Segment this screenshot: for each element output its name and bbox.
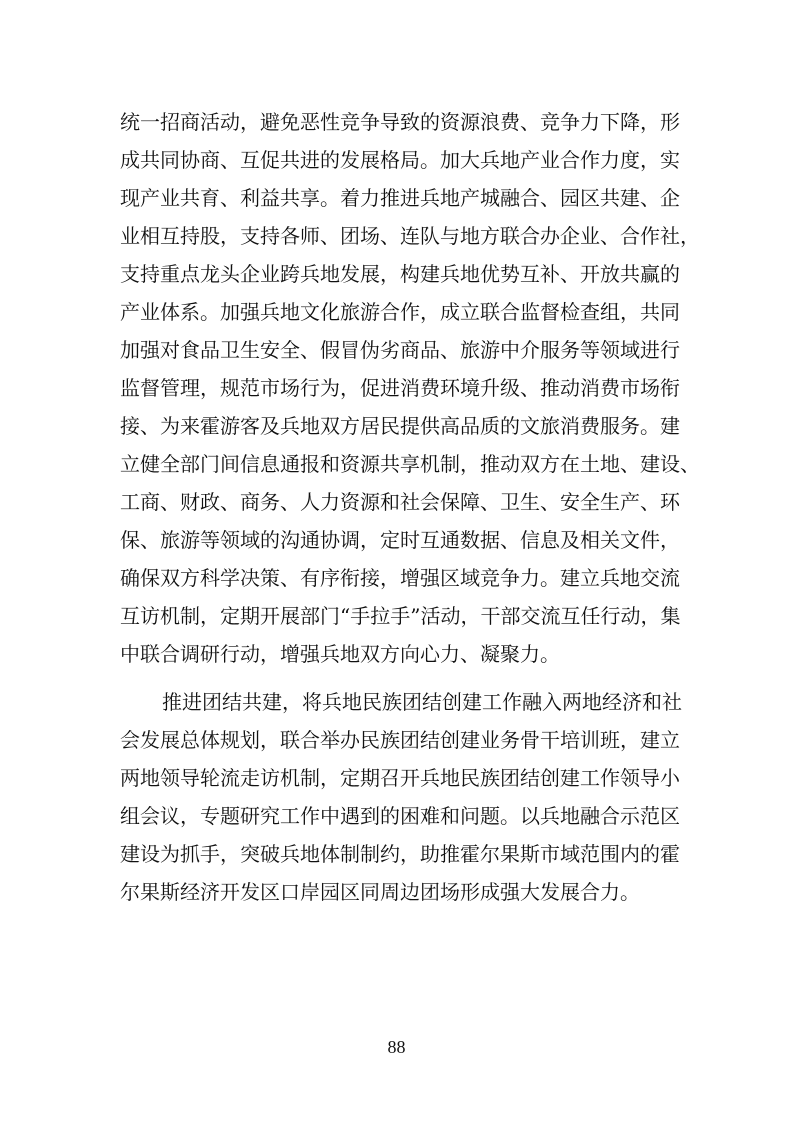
text-line: 产业体系。加强兵地文化旅游合作，成立联合监督检查组，共同 <box>120 300 680 324</box>
text-line: 推进团结共建，将兵地民族团结创建工作融入两地经济和社 <box>162 690 682 714</box>
text-line: 中联合调研行动，增强兵地双方向心力、凝聚力。 <box>120 642 560 666</box>
text-line: 支持重点龙头企业跨兵地发展，构建兵地优势互补、开放共赢的 <box>120 262 680 286</box>
page-number: 88 <box>387 1037 406 1057</box>
text-line: 保、旅游等领域的沟通协调，定时互通数据、信息及相关文件， <box>120 528 680 552</box>
text-line: 立健全部门间信息通报和资源共享机制，推动双方在土地、建设、 <box>120 452 700 476</box>
text-line: 工商、财政、商务、人力资源和社会保障、卫生、安全生产、环 <box>120 490 680 514</box>
text-line: 会发展总体规划，联合举办民族团结创建业务骨干培训班，建立 <box>120 728 680 752</box>
text-line: 现产业共育、利益共享。着力推进兵地产城融合、园区共建、企 <box>120 186 680 210</box>
text-line: 互访机制，定期开展部门“手拉手”活动，干部交流互任行动，集 <box>120 604 681 628</box>
text-line: 尔果斯经济开发区口岸园区同周边团场形成强大发展合力。 <box>120 880 640 904</box>
text-line: 业相互持股，支持各师、团场、连队与地方联合办企业、合作社， <box>120 224 700 248</box>
text-line: 加强对食品卫生安全、假冒伪劣商品、旅游中介服务等领域进行 <box>120 338 680 362</box>
text-line: 确保双方科学决策、有序衔接，增强区域竞争力。建立兵地交流 <box>120 566 680 590</box>
text-line: 建设为抓手，突破兵地体制制约，助推霍尔果斯市域范围内的霍 <box>120 842 680 866</box>
text-line: 监督管理，规范市场行为，促进消费环境升级、推动消费市场衔 <box>120 376 680 400</box>
text-line: 组会议，专题研究工作中遇到的困难和问题。以兵地融合示范区 <box>120 804 680 828</box>
text-line: 接、为来霍游客及兵地双方居民提供高品质的文旅消费服务。建 <box>120 414 680 438</box>
text-line: 两地领导轮流走访机制，定期召开兵地民族团结创建工作领导小 <box>120 766 680 790</box>
text-line: 统一招商活动，避免恶性竞争导致的资源浪费、竞争力下降，形 <box>120 110 680 134</box>
text-line: 成共同协商、互促共进的发展格局。加大兵地产业合作力度，实 <box>120 148 680 172</box>
